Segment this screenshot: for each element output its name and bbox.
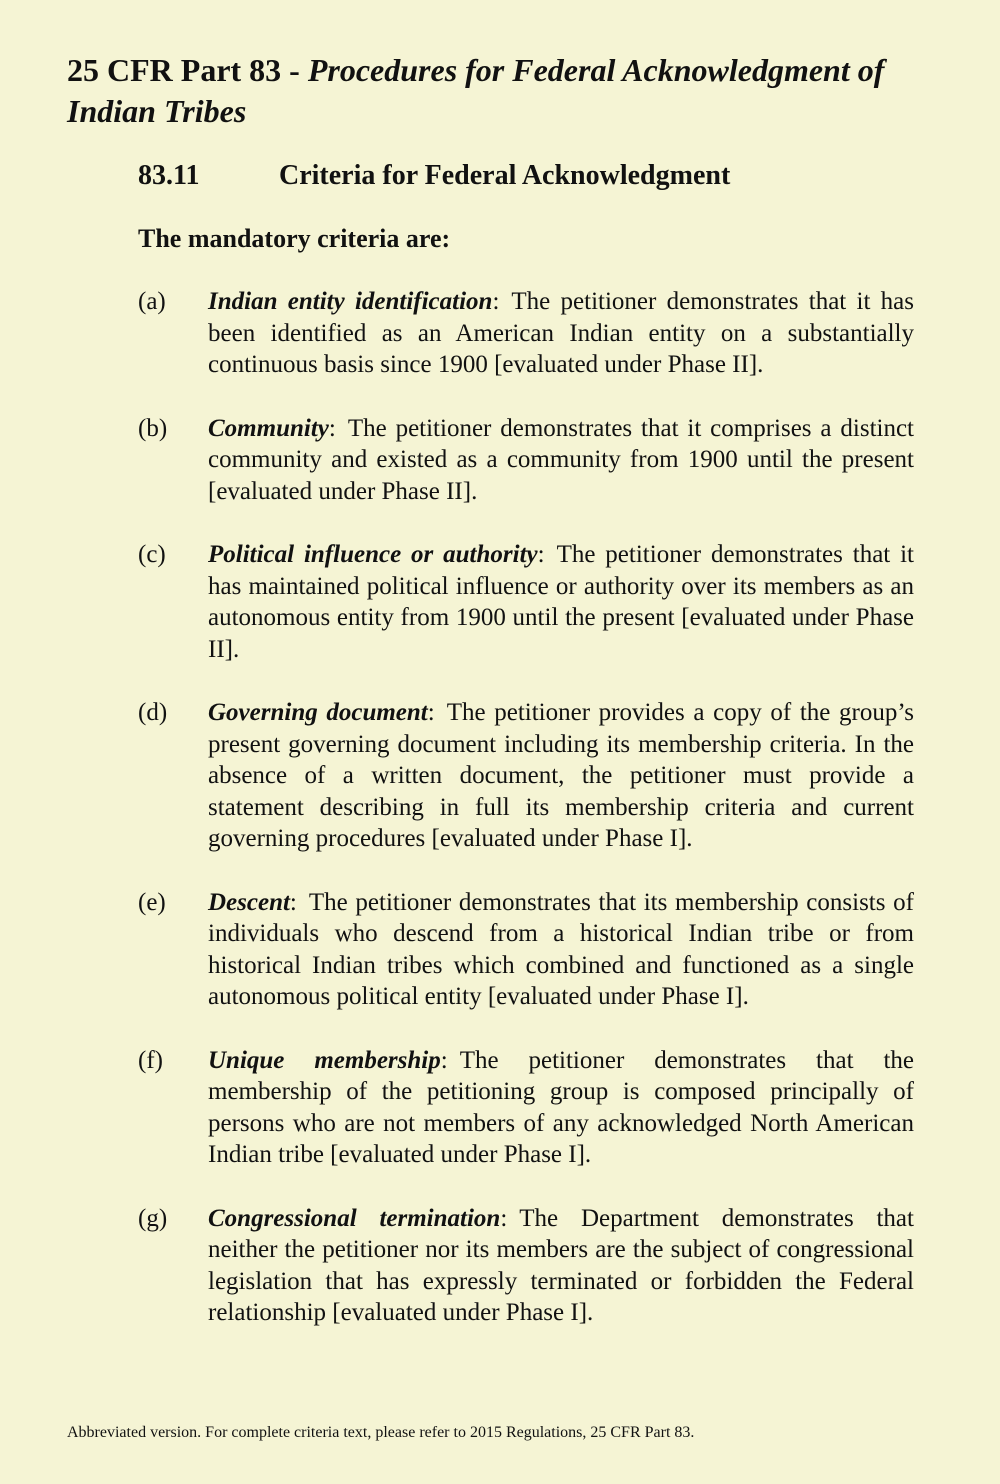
criterion-letter: (c) xyxy=(138,541,166,568)
criterion-description: The Department demonstrates that neither the petitioner nor its members are the subject of congressional legislation that has expressly terminated or forbidden the Federal relationship [evaluated under Phase I]. xyxy=(208,1204,914,1326)
criterion-name: Governing document xyxy=(208,699,428,726)
criterion-letter: (a) xyxy=(138,288,166,315)
section-number: 83.11 xyxy=(138,160,200,191)
criterion-letter: (d) xyxy=(138,699,168,726)
criterion-d xyxy=(138,697,914,855)
criterion-name: Congressional termination xyxy=(208,1204,501,1232)
page-title xyxy=(67,50,937,132)
criterion-description: The petitioner demonstrates that its membership consists of individuals who descend from a historical Indian tribe or from historical Indian tribes which combined and functioned as a single autonomous political entity [evaluated under Phase I]. xyxy=(208,888,914,1010)
criterion-body: Community: The petitioner demonstrates that it comprises a distinct community and existed as a community from 1900 until the present [evaluated under Phase II]. xyxy=(208,414,914,505)
criterion-c xyxy=(138,539,914,665)
criterion-body: Descent: The petitioner demonstrates that its membership consists of individuals who descend from a historical Indian tribe or from historical Indian tribes which combined and functioned as a single autonomous political entity [evaluated under Phase I]. xyxy=(208,888,914,1010)
criterion-letter: (e) xyxy=(138,888,166,916)
criterion-body: Congressional termination: The Department demonstrates that neither the petitioner nor its members are the subject of congressional legislation that has expressly terminated or forbidden the Federal relationship [evaluated under Phase I]. xyxy=(208,1204,914,1326)
criterion-body: Unique membership: The petitioner demonstrates that the membership of the petitioning group is composed principally of persons who are not members of any acknowledged North American Indian tribe [evaluated under Phase I]. xyxy=(208,1046,915,1168)
criterion-description: The petitioner demonstrates that it has maintained political influence or authority over its members as an autonomous entity from 1900 until the present [evaluated under Phase II]. xyxy=(208,541,914,663)
criterion-letter: (g) xyxy=(138,1204,168,1232)
criterion-name: Political influence or authority xyxy=(208,541,538,568)
criterion-name: Community xyxy=(208,414,329,442)
criterion-description: The petitioner demonstrates that it comprises a distinct community and existed as a community from 1900 until the present [evaluated under Phase II]. xyxy=(208,414,914,505)
criterion-body: Political influence or authority: The petitioner demonstrates that it has maintained political influence or authority over its members as an autonomous entity from 1900 until the present [evaluated under Phase II]. xyxy=(208,541,914,663)
criterion-description: The petitioner demonstrates that it has been identified as an American Indian entity on a substantially continuous basis since 1900 [evaluated under Phase II]. xyxy=(208,288,914,378)
page-title-prefix: 25 CFR Part 83 - xyxy=(67,52,308,88)
intro-text: The mandatory criteria are: xyxy=(138,224,451,253)
page-title-rest: Procedures for Federal Acknowledgment of Indian Tribes xyxy=(67,52,885,129)
criterion-e xyxy=(138,887,914,1013)
section-heading xyxy=(138,158,730,194)
criterion-name: Unique membership xyxy=(208,1046,441,1074)
criterion-description: The petitioner provides a copy of the group’s present governing document including its membership criteria. In the absence of a written document, the petitioner must provide a statement describing in full its membership criteria and current governing procedures [evaluated under Phase I]. xyxy=(208,699,914,852)
criterion-body: Governing document: The petitioner provides a copy of the group’s present governing document including its membership criteria. In the absence of a written document, the petitioner must provide a statement describing in full its membership criteria and current governing procedures [evaluated under Phase I]. xyxy=(208,699,914,852)
criterion-letter: (f) xyxy=(138,1046,163,1074)
criterion-a xyxy=(138,286,914,381)
footnote: Abbreviated version. For complete criteria text, please refer to 2015 Regulations, 25 CFR Part 83. xyxy=(67,1424,695,1441)
criterion-g xyxy=(138,1203,914,1329)
criterion-f xyxy=(138,1045,914,1171)
criterion-letter: (b) xyxy=(138,414,168,442)
criterion-body: Indian entity identification: The petitioner demonstrates that it has been identified as an American Indian entity on a substantially continuous basis since 1900 [evaluated under Phase II]. xyxy=(208,288,914,378)
criterion-description: The petitioner demonstrates that the membership of the petitioning group is composed principally of persons who are not members of any acknowledged North American Indian tribe [evaluated under Phase I]. xyxy=(208,1046,915,1168)
criterion-name: Descent xyxy=(208,888,290,916)
criterion-name: Indian entity identification xyxy=(208,288,493,315)
section-title: Criteria for Federal Acknowledgment xyxy=(279,160,731,191)
criteria-list xyxy=(138,286,914,1361)
criterion-b xyxy=(138,413,914,508)
